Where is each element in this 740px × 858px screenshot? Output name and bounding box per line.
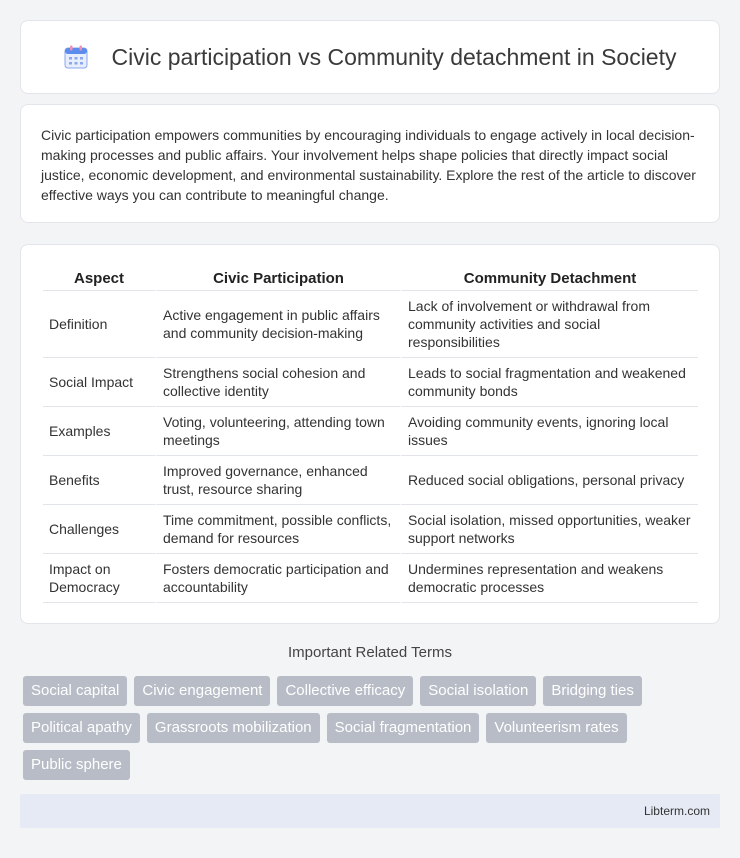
detachment-cell: Undermines representation and weakens democratic processes: [400, 554, 698, 603]
aspect-cell: Benefits: [43, 456, 155, 505]
table-header-row: [43, 265, 698, 291]
term-tag[interactable]: Social isolation: [420, 676, 536, 706]
calendar-icon: [63, 44, 89, 70]
column-header: Community Detachment: [400, 265, 698, 291]
aspect-cell: Challenges: [43, 505, 155, 554]
aspect-cell: Impact on Democracy: [43, 554, 155, 603]
related-terms-title: Important Related Terms: [288, 644, 452, 661]
aspect-cell: Social Impact: [43, 358, 155, 407]
term-tag[interactable]: Social capital: [23, 676, 127, 706]
aspect-cell: Definition: [43, 291, 155, 358]
detachment-cell: Leads to social fragmentation and weakened community bonds: [400, 358, 698, 407]
column-header: Aspect: [43, 265, 155, 291]
term-tag[interactable]: Civic engagement: [134, 676, 270, 706]
term-tag[interactable]: Volunteerism rates: [486, 713, 626, 743]
footer-site-link[interactable]: Libterm.com: [643, 804, 710, 818]
table-row: [43, 358, 698, 407]
detachment-cell: Avoiding community events, ignoring local issues: [400, 407, 698, 456]
civic-cell: Strengthens social cohesion and collective identity: [155, 358, 400, 407]
footer: [20, 794, 720, 828]
detachment-cell: Reduced social obligations, personal privacy: [400, 456, 698, 505]
civic-cell: Voting, volunteering, attending town meetings: [155, 407, 400, 456]
civic-cell: Active engagement in public affairs and community decision-making: [155, 291, 400, 358]
civic-cell: Fosters democratic participation and accountability: [155, 554, 400, 603]
term-tag[interactable]: Political apathy: [23, 713, 140, 743]
aspect-cell: Examples: [43, 407, 155, 456]
term-tag[interactable]: Public sphere: [23, 750, 130, 780]
table-row: [43, 456, 698, 505]
table-row: [43, 291, 698, 358]
comparison-table: [43, 265, 698, 603]
civic-cell: Time commitment, possible conflicts, demand for resources: [155, 505, 400, 554]
term-tag[interactable]: Bridging ties: [543, 676, 642, 706]
table-row: [43, 505, 698, 554]
header-card: [20, 20, 720, 94]
detachment-cell: Lack of involvement or withdrawal from community activities and social responsibilities: [400, 291, 698, 358]
page-title: Civic participation vs Community detachment in Society: [111, 43, 677, 70]
intro-paragraph: Civic participation empowers communities by encouraging individuals to engage actively in local decision-making processes and public affairs. Your involvement helps shape policies that directly impact social justice, economic development, and environmental sustainability. Explore the rest of the article to discover effective ways you can contribute to meaningful change.: [41, 127, 696, 203]
civic-cell: Improved governance, enhanced trust, resource sharing: [155, 456, 400, 505]
related-terms-list: [23, 676, 723, 780]
comparison-table-card: [20, 244, 720, 624]
term-tag[interactable]: Grassroots mobilization: [147, 713, 320, 743]
detachment-cell: Social isolation, missed opportunities, weaker support networks: [400, 505, 698, 554]
intro-card: [20, 104, 720, 223]
table-row: [43, 407, 698, 456]
term-tag[interactable]: Social fragmentation: [327, 713, 480, 743]
term-tag[interactable]: Collective efficacy: [277, 676, 413, 706]
column-header: Civic Participation: [155, 265, 400, 291]
table-row: [43, 554, 698, 603]
